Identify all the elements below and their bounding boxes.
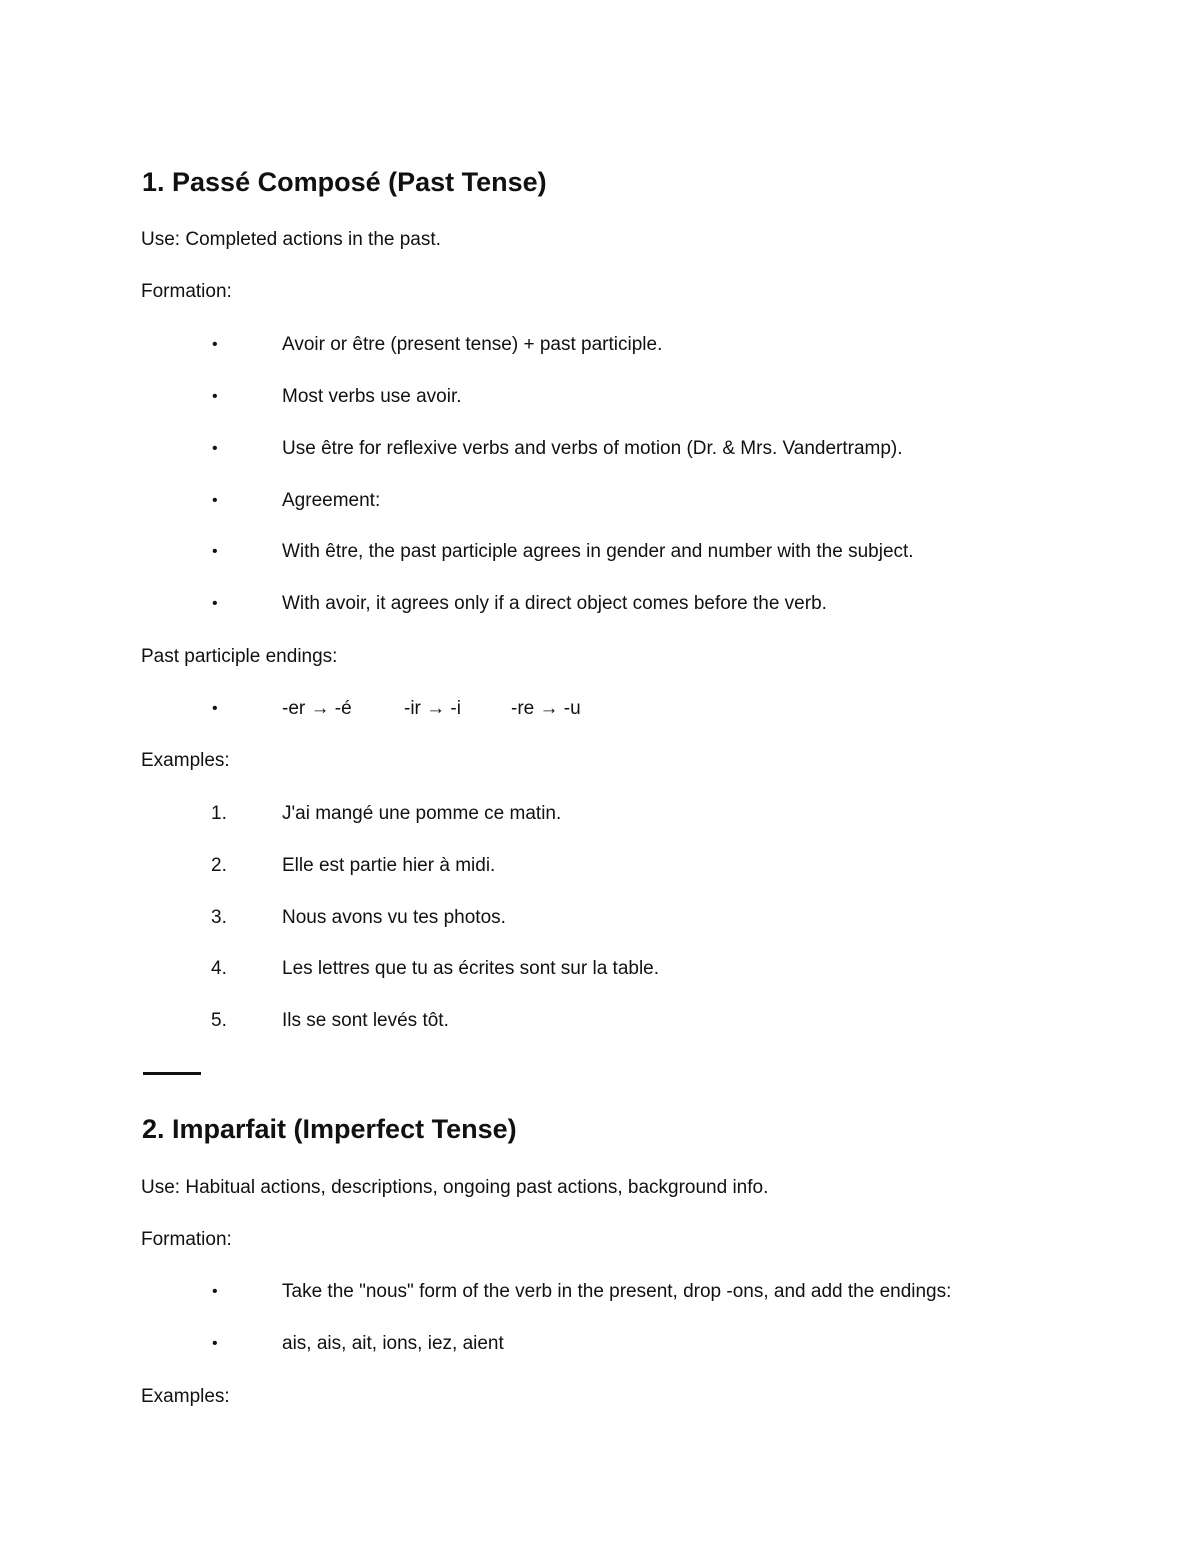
example-text: Ils se sont levés tôt. <box>282 1010 449 1031</box>
formation-item: Take the "nous" form of the verb in the present, drop -ons, and add the endings: <box>282 1281 952 1302</box>
bullet-marker: • <box>212 543 218 560</box>
section-1-formation-label: Formation: <box>141 281 232 302</box>
bullet-marker: • <box>212 492 218 509</box>
formation-item: With avoir, it agrees only if a direct object comes before the verb. <box>282 593 827 614</box>
example-number: 2. <box>211 855 227 876</box>
example-text: Nous avons vu tes photos. <box>282 907 506 928</box>
example-number: 3. <box>211 907 227 928</box>
section-1-endings-label: Past participle endings: <box>141 646 338 667</box>
section-1-examples-label: Examples: <box>141 750 230 771</box>
ending-re: -re → -u <box>511 698 581 719</box>
formation-item: Use être for reflexive verbs and verbs of motion (Dr. & Mrs. Vandertramp). <box>282 438 903 459</box>
bullet-marker: • <box>212 336 218 353</box>
formation-item: With être, the past participle agrees in gender and number with the subject. <box>282 541 914 562</box>
example-number: 1. <box>211 803 227 824</box>
bullet-marker: • <box>212 595 218 612</box>
ending-er: -er → -é <box>282 698 352 719</box>
bullet-marker: • <box>212 440 218 457</box>
section-divider <box>143 1072 201 1075</box>
section-2-formation-label: Formation: <box>141 1229 232 1250</box>
example-text: J'ai mangé une pomme ce matin. <box>282 803 562 824</box>
bullet-marker: • <box>212 1335 218 1352</box>
bullet-marker: • <box>212 1283 218 1300</box>
formation-item: Most verbs use avoir. <box>282 386 462 407</box>
example-number: 5. <box>211 1010 227 1031</box>
example-text: Elle est partie hier à midi. <box>282 855 496 876</box>
bullet-marker: • <box>212 700 218 717</box>
section-1-heading: 1. Passé Composé (Past Tense) <box>142 167 547 197</box>
formation-item: Avoir or être (present tense) + past participle. <box>282 334 663 355</box>
section-2-heading: 2. Imparfait (Imperfect Tense) <box>142 1114 517 1144</box>
section-2-examples-label: Examples: <box>141 1386 230 1407</box>
formation-item: Agreement: <box>282 490 381 511</box>
formation-item: ais, ais, ait, ions, iez, aient <box>282 1333 504 1354</box>
ending-ir: -ir → -i <box>404 698 461 719</box>
section-2-use: Use: Habitual actions, descriptions, ongoing past actions, background info. <box>141 1177 769 1198</box>
example-text: Les lettres que tu as écrites sont sur la table. <box>282 958 660 979</box>
section-1-use: Use: Completed actions in the past. <box>141 229 441 250</box>
bullet-marker: • <box>212 388 218 405</box>
example-number: 4. <box>211 958 227 979</box>
